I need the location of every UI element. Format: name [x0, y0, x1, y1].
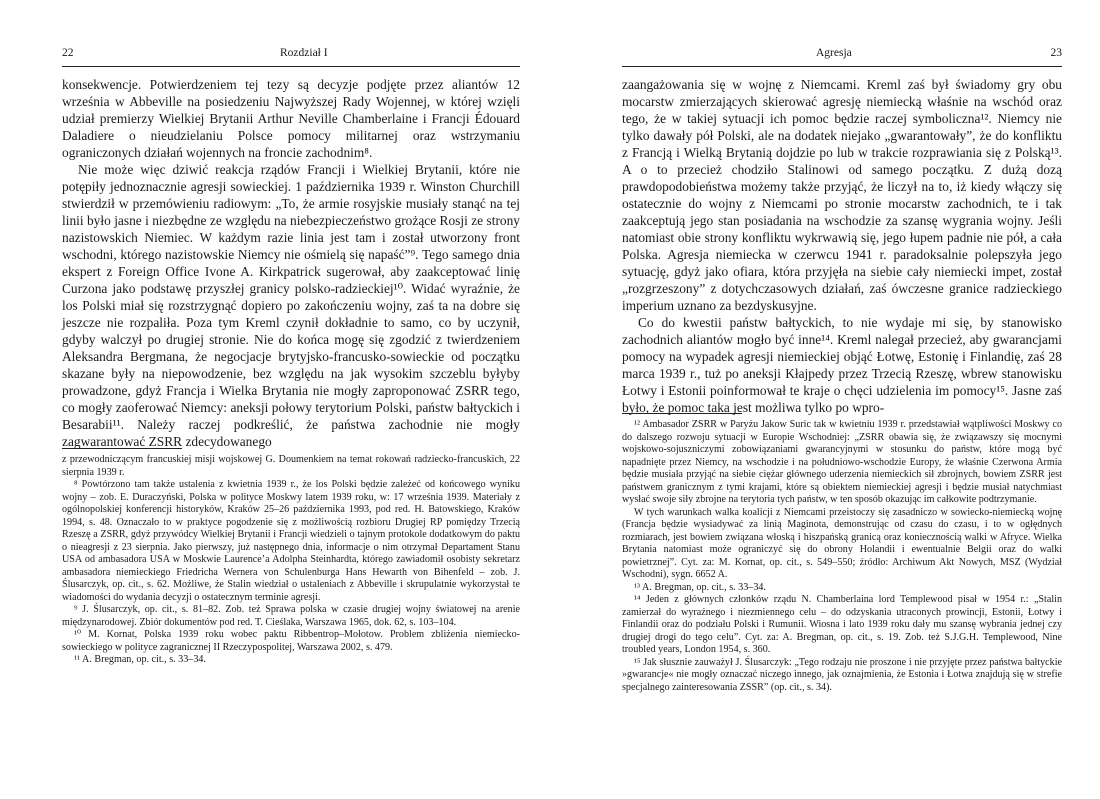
- paragraph: zaangażowania się w wojnę z Niemcami. Kreml zaś był świadomy gry obu mocarstw zmierzających skierować agresję niemiecką właśnie na wschód oraz tego, że w takiej sytuacji ich pomoc będzie raczej symboliczna¹². Niemcy nie tylko dawały pół Polski, ale na dodatek niejako „gwarantowały”, że do konfliktu z Francją i Wielką Brytanią dojdzie po lub w trakcie rozprawiania się z Polską¹³. A o to przecież chodziło Stalinowi od samego początku. Z dużą dozą prawdopodobieństwa możemy także przyjąć, że liczył na to, iż kiedy włączy się ostatecznie do wojny z Niemcami po stronie mocarstw zachodnich, te i tak zaakceptują jego stan posiadania na wschodzie za szansę wygrania wojny. Jeśli natomiast obie strony konfliktu wykrwawią się, jego łupem padnie nie pół, a cała Polska. Agresja niemiecka w czerwcu 1941 r. paradoksalnie polepszyła jego sytuację, gdyż jako ofiara, która przyjęła na siebie cały niemiecki impet, został „rozgrzeszony” z dotychczasowych działań, zaś ówczesne granice radzieckiego imperium uznano za bezdyskusyjne.: [622, 77, 1062, 313]
- header-rule: [622, 66, 1062, 67]
- footnote: ⁸ Powtórzono tam także ustalenia z kwietnia 1939 r., że los Polski będzie zależeć od końcowego wyniku wojny – zob. E. Duraczyński, Polska w polityce Moskwy latem 1939 roku, w: 17 września 1939. Materiały z ogólnopolskiej konferencji historyków, Kraków 25–26 października 1993, pod red. H. Batowskiego, Kraków 1994, s. 48. Oznaczało to w praktyce pogodzenie się z możliwością rozbioru Drugiej RP pomiędzy Trzecią Rzeszę a ZSRR, gdyż przywódcy Wielkiej Brytanii i Francji wiedzieli o tajnym protokole dodatkowym do paktu o nieagresji z 23 sierpnia. Jako pierwszy, już następnego dnia, informacje o nim otrzymał Departament Stanu USA od ambasadora USA w Moskwie Laurence’a Adolpha Steinhardta, którego zawiadomił osobisty sekretarz ambasadora niemieckiego Friedricha Wernera von Schulenburga Hans Hewarth von Bihenfeld – zob. J. Ślusarczyk, op. cit., s. 62. Możliwe, że Stalin wiedział o ustaleniach z Abbeville i skrupulatnie wykorzystał te wiadomości do wydania decyzji o ostatecznym terminie agresji.: [62, 479, 520, 603]
- left-footnotes: [62, 454, 520, 667]
- right-running-head: [622, 47, 1062, 61]
- running-title: Agresja: [816, 47, 852, 59]
- footnote: ¹³ A. Bregman, op. cit., s. 33–34.: [634, 581, 766, 593]
- page-number: 23: [1050, 47, 1062, 59]
- paragraph: Nie może więc dziwić reakcja rządów Francji i Wielkiej Brytanii, które nie potępiły jednoznacznie agresji sowieckiej. 1 października 1939 r. Winston Churchill stwierdził w przemówieniu radiowym: „To, że armie rosyjskie musiały stanąć na tej linii było jasne i niezbędne ze względu na niebezpieczeństwo grożące Rosji ze strony nazistowskich Niemiec. W każdym razie linia jest tam i został utworzony front wschodni, którego nazistowskie Niemcy nie ośmielą się napaść”⁹. Tego samego dnia ekspert z Foreign Office Ivone A. Kirkpatrick sugerował, aby zaakceptować linię Curzona jako podstawę przyszłej granicy polsko-radzieckiej¹⁰. Widać wyraźnie, że los Polski miał się rozstrzygnąć dopiero po zakończeniu wojny, zaś ta na dobre się jeszcze nie rozpaliła. Poza tym Kreml czynił dokładnie to samo, co by uczynił, gdyby walczył po drugiej stronie. Nie do końca mogę się zgodzić z twierdzeniem Aleksandra Bergmana, że negocjacje brytyjsko-francusko-sowieckie od początku skazane były na niepowodzenie, bez względu na jak wysokim szczeblu byłyby prowadzone, gdyż Francja i Wielka Brytania nie mogły zaproponować ZSRR tego, co mogły zaoferować Niemcy: aneksji połowy terytorium Polski, państw bałtyckich i Besarabii¹¹. Należy raczej podkreślić, że państwa zachodnie nie mogły zagwarantować ZSRR zdecydowanego: [62, 162, 520, 449]
- footnote: ¹¹ A. Bregman, op. cit., s. 33–34.: [74, 654, 206, 665]
- right-footnotes: [622, 419, 1062, 694]
- right-body-text: [622, 76, 1062, 416]
- footnote: ¹⁰ M. Kornat, Polska 1939 roku wobec paktu Ribbentrop–Mołotow. Problem zbliżenia niemiecko-sowieckiego w polityce zagranicznej II Rzeczypospolitej, Warszawa 2002, s. 479.: [62, 629, 520, 653]
- footnote-rule: [622, 413, 742, 414]
- footnote: ¹² Ambasador ZSRR w Paryżu Jakow Suric tak w kwietniu 1939 r. przedstawiał wątpliwości Moskwy co do dalszego rozwoju sytuacji w Europie Wschodniej: „ZSRR obawia się, że związawszy się mocnymi wojskowo-sojuszniczymi zobowiązaniami gwarancyjnymi w stosunku do państw, które mogą być napadnięte przez Niemcy, na wschodzie i na południowo-wschodzie Europy, że właśnie Czerwona Armia będzie musiała przyjąć na siebie ciężar głównego uderzenia niemieckich sił zbrojnych, bowiem ZSRR jest państwem granicznym z tymi krajami, które są obiektem niemieckiej agresji i będzie musiał natychmiast wysłać swoje siły zbrojne na terytoria tych państw, w ten sposób okazując im całkowite podtrzymanie.: [622, 419, 1062, 505]
- footnote-rule: [62, 448, 182, 449]
- header-rule: [62, 66, 520, 67]
- right-page: [592, 0, 1062, 799]
- paragraph: konsekwencje. Potwierdzeniem tej tezy są decyzje podjęte przez aliantów 12 września w Abbeville na posiedzeniu Najwyższej Rady Wojennej, w której wzięli udział premierzy Wielkiej Brytanii Arthur Neville Chamberlaine i Francji Édouard Daladiere o nieudzielaniu Polsce pomocy militarnej oraz wstrzymaniu ograniczonych działań wojennych na froncie zachodnim⁸.: [62, 77, 520, 160]
- footnote: ¹⁴ Jeden z głównych członków rządu N. Chamberlaina lord Templewood pisał w 1954 r.: „Stalin zamierzał do wyraźnego i niezmiennego celu – do odzyskania utraconych prowincji, Estonii, Łotwy i Finlandii oraz do podziału Polski i Rumunii. Wiosna i lato 1939 roku dały mu szansę wybrania jednej czy drugiej drogi do tego celu”. Cyt. za: A. Bregman, op. cit., s. 19. Zob. też S.J.G.H. Templewood, Nine troubled years, London 1954, s. 360.: [622, 594, 1062, 655]
- paragraph: Co do kwestii państw bałtyckich, to nie wydaje mi się, by stanowisko zachodnich aliantów mogło być inne¹⁴. Kreml nalegał przecież, aby gwarancjami pomocy na wypadek agresji niemieckiej objąć Łotwę, Estonię i Finlandię, zaś 28 marca 1939 r., tuż po aneksji Kłajpedy przez Trzecią Rzeszę, wbrew stanowisku Łotwy i Estonii poinformował te kraje o chęci udzielenia im pomocy¹⁵. Jasne zaś było, że pomoc taka jest możliwa tylko po wpro-: [622, 315, 1062, 415]
- page-number: 22: [62, 47, 74, 59]
- left-running-head: [62, 47, 560, 61]
- left-body-text: [62, 76, 520, 450]
- footnote: ¹⁵ Jak słusznie zauważył J. Ślusarczyk: „Tego rodzaju nie proszone i nie przyjęte przez państwa bałtyckie »gwarancje« nie mogły oznaczać niczego innego, jak oznajmienia, że Estonia i Łotwa znajdują się w strefie specjalnego zainteresowania ZSSR” (op. cit., s. 34).: [622, 656, 1062, 693]
- footnote: z przewodniczącym francuskiej misji wojskowej G. Doumenkiem na temat rokowań radziecko-francuskich, 22 sierpnia 1939 r.: [62, 454, 520, 478]
- footnote: ⁹ J. Ślusarczyk, op. cit., s. 81–82. Zob. też Sprawa polska w czasie drugiej wojny światowej na arenie międzynarodowej. Zbiór dokumentów pod red. T. Cieślaka, Warszawa 1965, dok. 62, s. 103–104.: [62, 604, 520, 628]
- footnote: W tych warunkach walka koalicji z Niemcami przeistoczy się zasadniczo w sowiecko-niemiecką wojnę (Francja będzie wysiadywać za linią Maginota, demonstrując od czasu do czasu, i to w ogłędnych rozmiarach, jest bowiem związana włoską i hiszpańską granicą oraz koniecznością walki w Afryce. Wielka Brytania natomiast może ograniczyć się do obrony Holandii i ewentualnie Belgii oraz do walki powietrznej”. Cyt. za: M. Kornat, op. cit., s. 549–550; źródło: Archiwum Akt Nowych, MSZ (Wydział Wschodni), sygn. 6652 A.: [622, 506, 1062, 580]
- running-title: Rozdział I: [280, 47, 328, 59]
- left-page: [40, 0, 560, 799]
